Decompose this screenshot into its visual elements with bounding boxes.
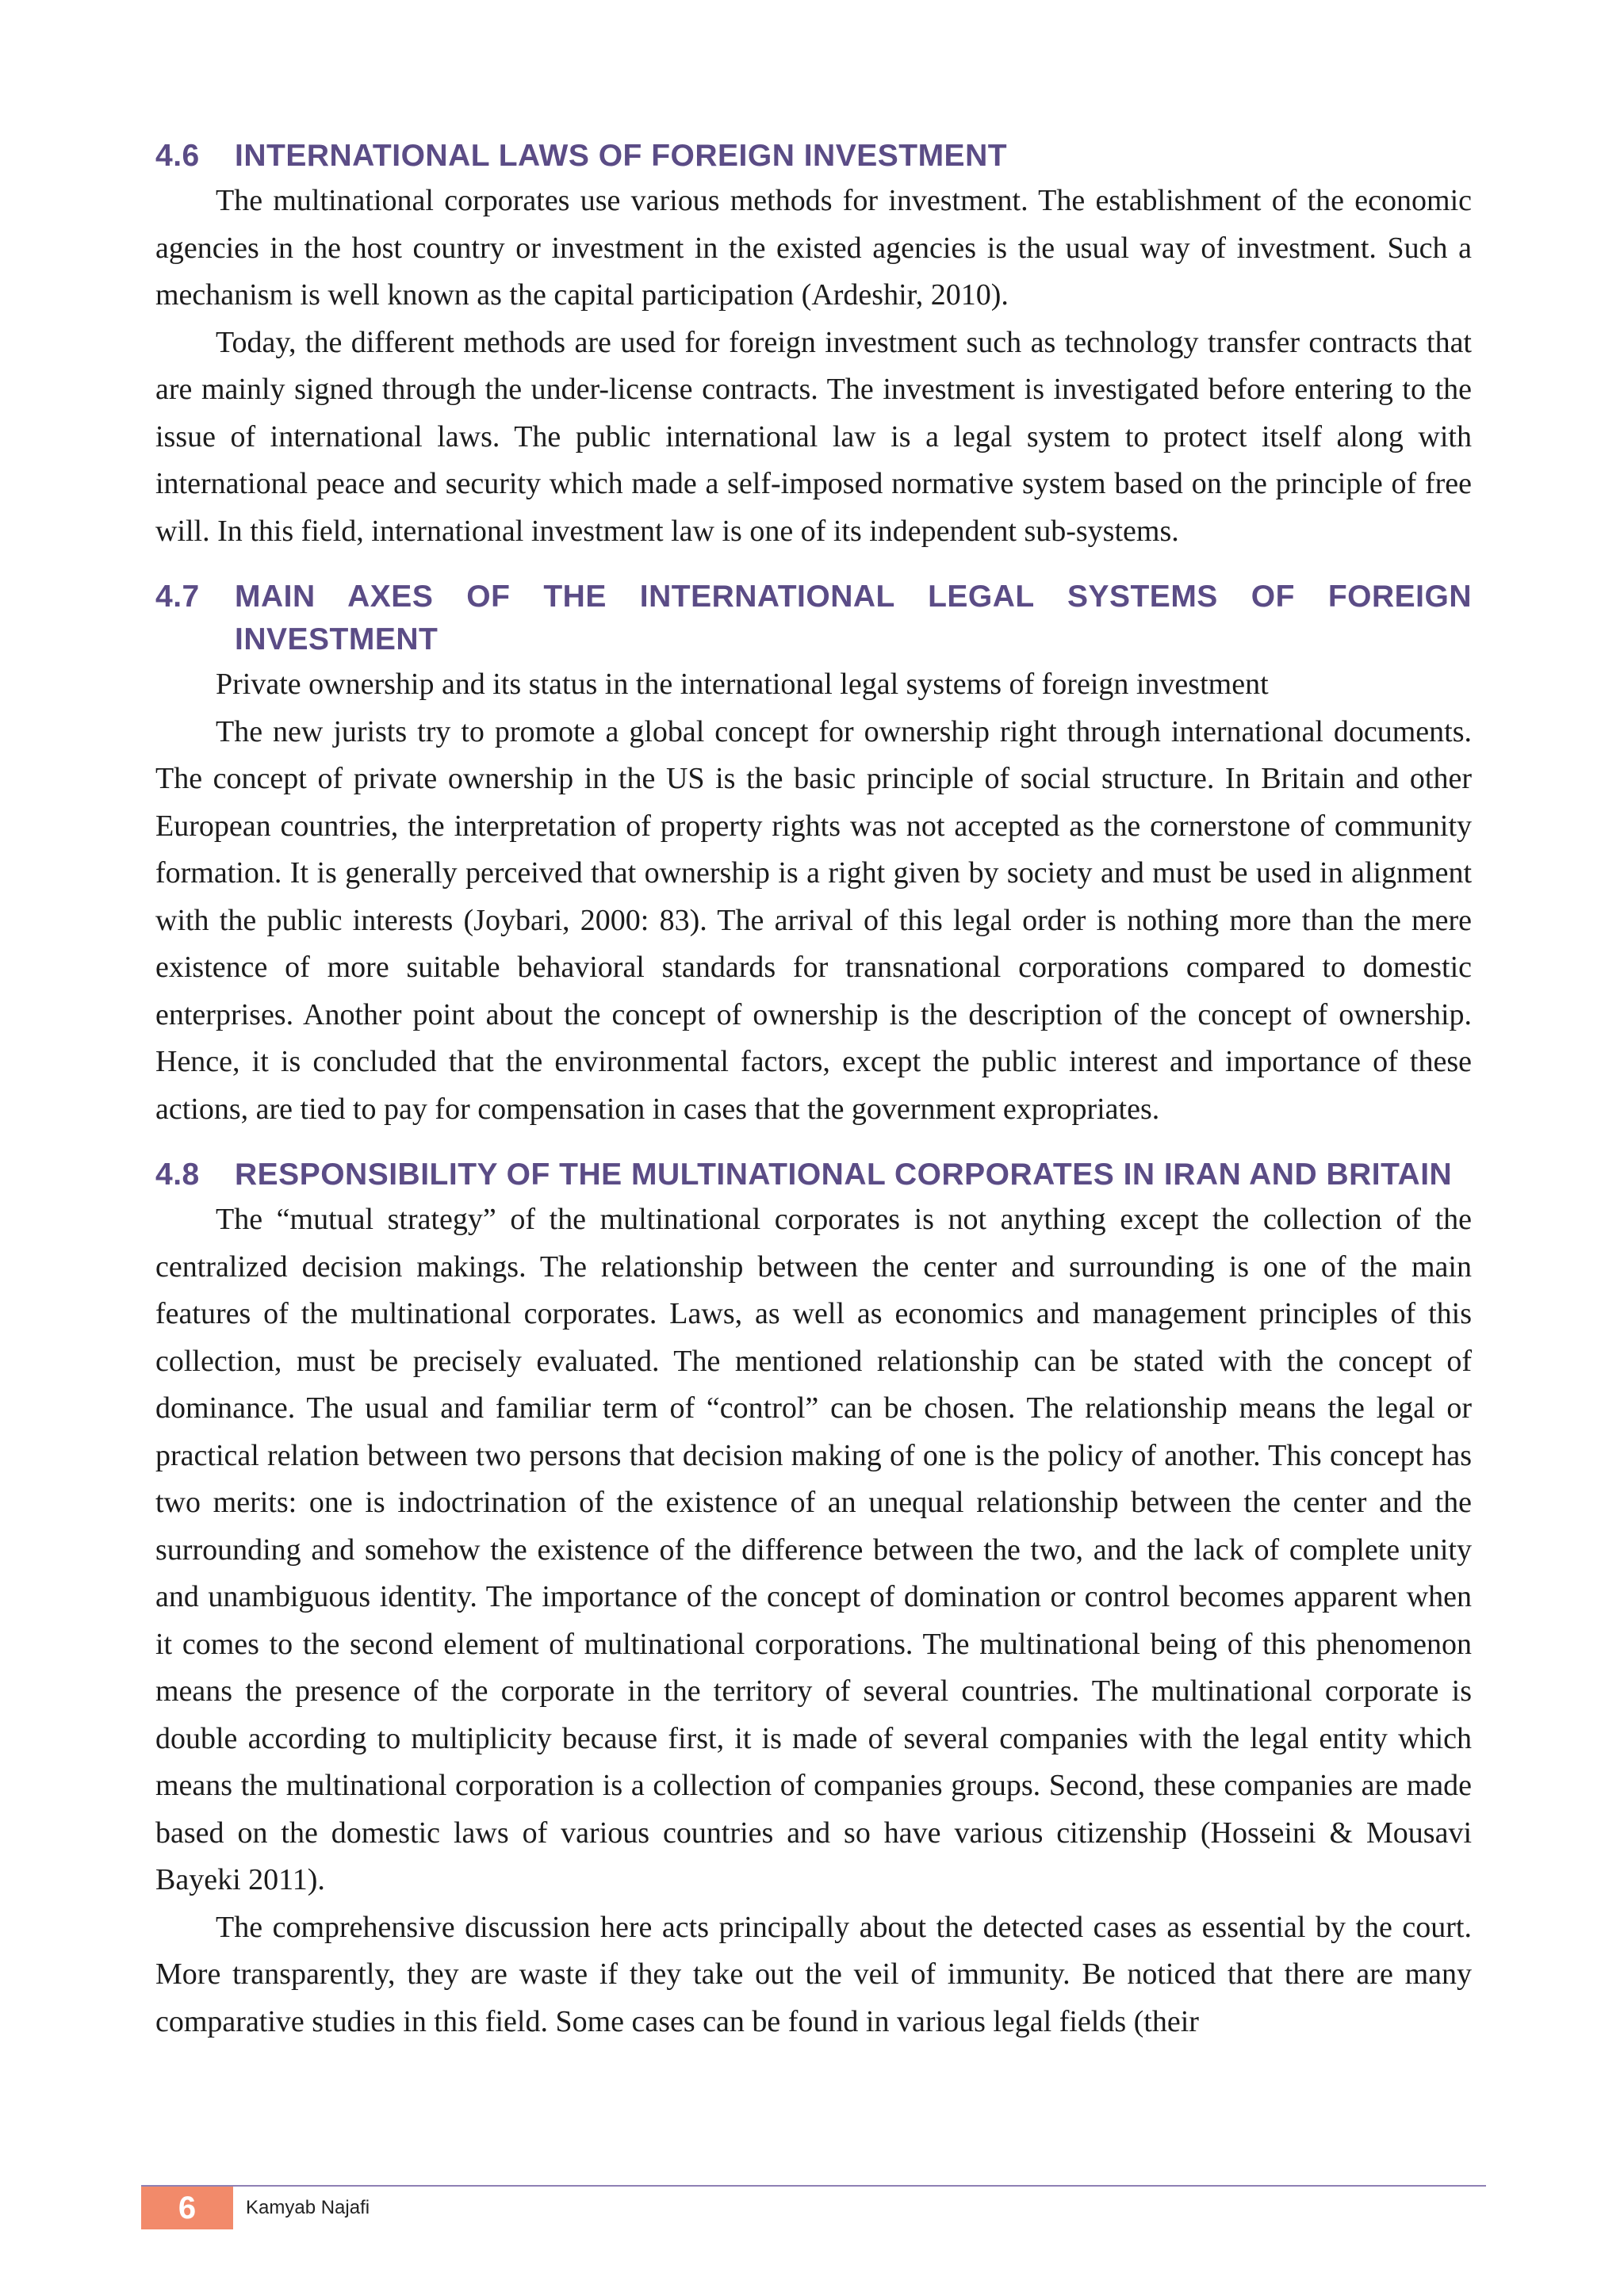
paragraph: The multinational corporates use various methods for investment. The establishment of the economic agencies in the host country or investment in the existed agencies is the usual way of investment. Such a mechanism is well known as the capital participation (Ardeshir, 2010).: [155, 184, 1472, 312]
section-title: RESPONSIBILITY OF THE MULTINATIONAL CORPORATES IN IRAN AND BRITAIN: [235, 1158, 1453, 1192]
section-number: 4.6: [155, 139, 200, 173]
section-heading-4-8: [155, 1154, 1472, 1196]
section-number: 4.7: [155, 580, 200, 614]
paragraph: Today, the different methods are used for foreign investment such as technology transfer contracts that are mainly signed through the under-license contracts. The investment is investigated before entering to the issue of international laws. The public international law is a legal system to protect itself along with international peace and security which made a self-imposed normative system based on the principle of free will. In this field, international investment law is one of its independent sub-systems.: [155, 325, 1472, 548]
paragraph: The “mutual strategy” of the multinational corporates is not anything except the collection of the centralized decision makings. The relationship between the center and surrounding is one of the main features of the multinational corporates. Laws, as well as economics and management principles of this collection, must be precisely evaluated. The mentioned relationship can be stated with the concept of dominance. The usual and familiar term of “control” can be chosen. The relationship means the legal or practical relation between two persons that decision making of one is the policy of another. This concept has two merits: one is indoctrination of the existence of an unequal relationship between the center and the surrounding and somehow the existence of the difference between the two, and the lack of complete unity and unambiguous identity. The importance of the concept of domination or control becomes apparent when it comes to the second element of multinational corporations. The multinational being of this phenomenon means the presence of the corporate in the territory of several countries. The multinational corporate is double according to multiplicity because first, it is made of several companies with the legal entity which means the multinational corporation is a collection of companies groups. Second, these companies are made based on the domestic laws of various countries and so have various citizenship (Hosseini & Mousavi Bayeki 2011).: [155, 1203, 1472, 1896]
page-body: [155, 135, 1472, 2045]
section-title: INTERNATIONAL LAWS OF FOREIGN INVESTMENT: [235, 139, 1008, 173]
footer-author: Kamyab Najafi: [246, 2197, 370, 2218]
section-title: MAIN AXES OF THE INTERNATIONAL LEGAL SYSTEMS OF FOREIGN INVESTMENT: [235, 580, 1472, 656]
section-heading-4-7: [155, 576, 1472, 661]
section-heading-4-6: [155, 135, 1472, 178]
paragraph: The new jurists try to promote a global concept for ownership right through international documents. The concept of private ownership in the US is the basic principle of social structure. In Britain and other European countries, the interpretation of property rights was not accepted as the cornerstone of community formation. It is generally perceived that ownership is a right given by society and must be used in alignment with the public interests (Joybari, 2000: 83). The arrival of this legal order is nothing more than the mere existence of more suitable behavioral standards for transnational corporations compared to domestic enterprises. Another point about the concept of ownership is the description of the concept of ownership. Hence, it is concluded that the environmental factors, except the public interest and importance of these actions, are tied to pay for compensation in cases that the government expropriates.: [155, 714, 1472, 1126]
paragraph: The comprehensive discussion here acts principally about the detected cases as essential by the court. More transparently, they are waste if they take out the veil of immunity. Be noticed that there are many comparative studies in this field. Some cases can be found in various legal fields (their: [155, 1910, 1472, 2038]
paragraph: Private ownership and its status in the international legal systems of foreign investment: [216, 668, 1269, 701]
page-footer: [141, 2185, 1486, 2231]
page-number: 6: [141, 2187, 233, 2229]
section-number: 4.8: [155, 1158, 200, 1192]
